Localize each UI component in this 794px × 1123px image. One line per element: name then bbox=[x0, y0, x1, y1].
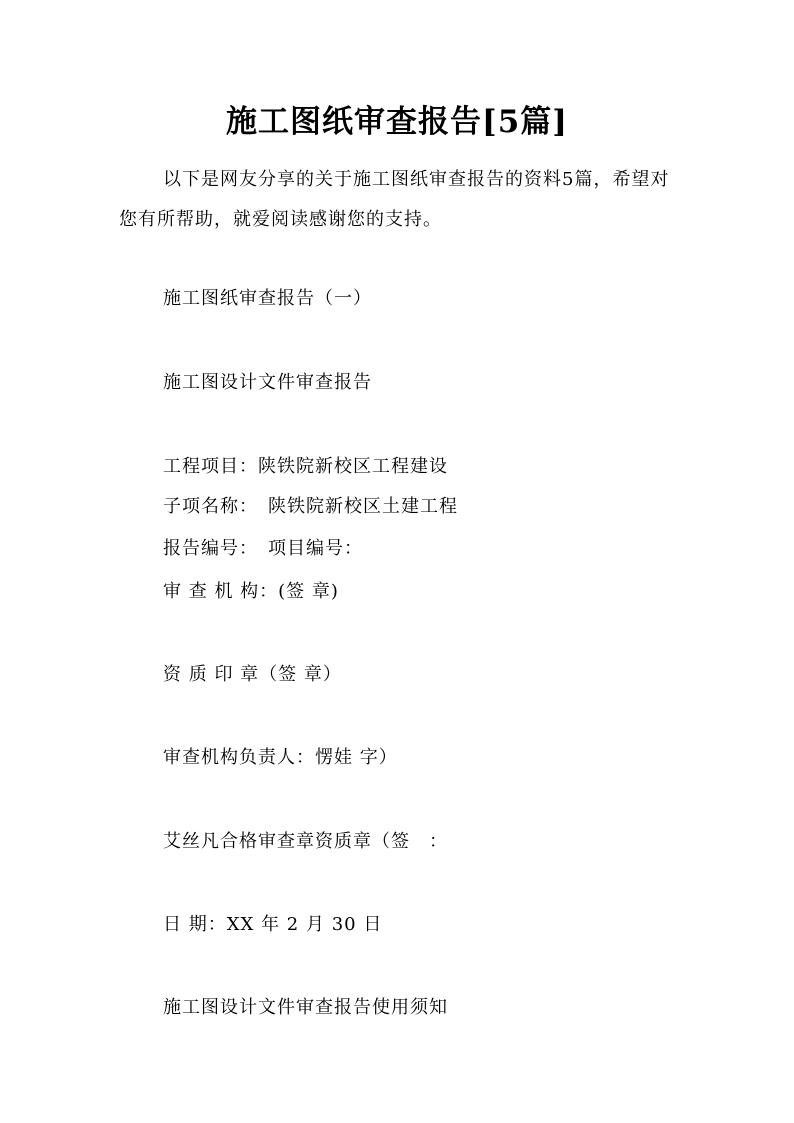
document-title: 施工图纸审查报告[5篇] bbox=[226, 104, 568, 140]
date-line: 日 期：XX 年 2 月 30 日 bbox=[163, 914, 383, 935]
subitem-name-line: 子项名称： 陕铁院新校区土建工程 bbox=[163, 496, 458, 517]
project-name-line: 工程项目：陕铁院新校区工程建设 bbox=[163, 456, 448, 477]
usage-notice-heading: 施工图设计文件审查报告使用须知 bbox=[163, 997, 448, 1018]
intro-paragraph: 以下是网友分享的关于施工图纸审查报告的资料5篇，希望对您有所帮助，就爱阅读感谢您的支持。 bbox=[119, 169, 670, 230]
report-subtitle: 施工图设计文件审查报告 bbox=[163, 372, 372, 393]
section-heading-1: 施工图纸审查报告（一） bbox=[163, 288, 372, 309]
review-seal-line: 艾丝凡合格审查章资质章（签 ： bbox=[163, 831, 448, 852]
agency-head-line: 审查机构负责人：愣娃 字） bbox=[163, 747, 398, 768]
qualification-seal-line: 资 质 印 章（签 章） bbox=[163, 664, 342, 685]
report-number-line: 报告编号： 项目编号： bbox=[163, 538, 363, 559]
review-agency-line: 审 查 机 构：(签 章) bbox=[163, 581, 339, 602]
